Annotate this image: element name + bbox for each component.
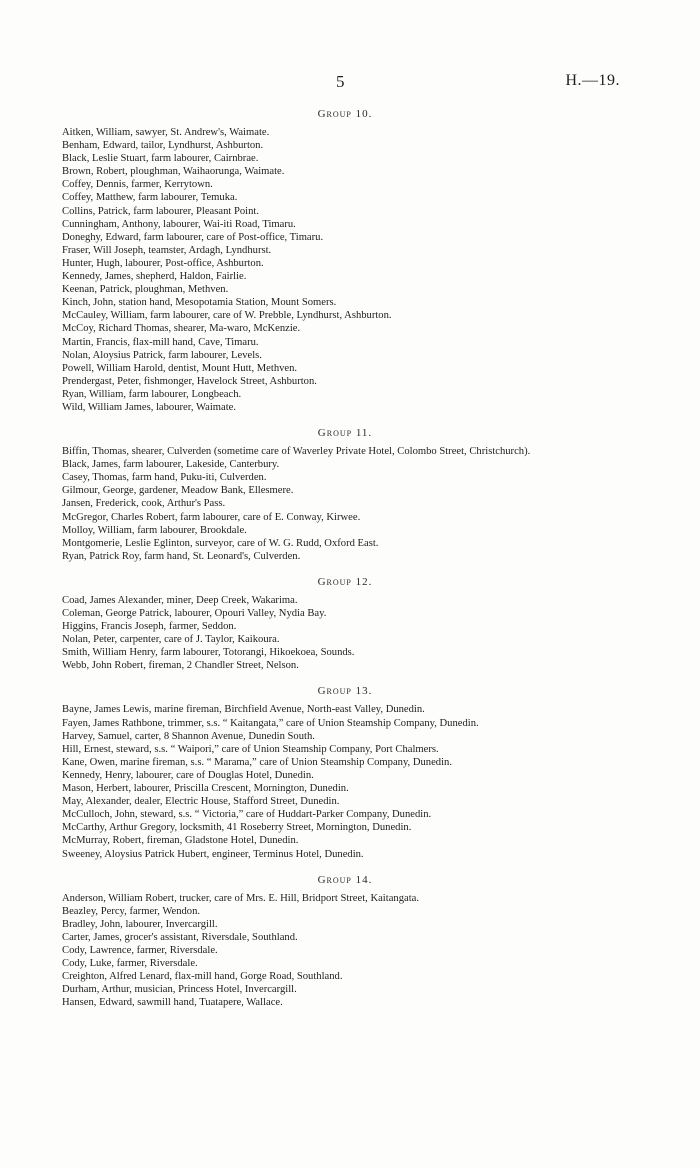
- list-item: Creighton, Alfred Lenard, flax-mill hand, Gorge Road, Southland.: [62, 971, 343, 983]
- group-section: [62, 108, 628, 414]
- list-item: Martin, Francis, flax-mill hand, Cave, Timaru.: [62, 336, 259, 348]
- entry-list: [62, 703, 628, 860]
- list-item: Biffin, Thomas, shearer, Culverden (sometime care of Waverley Private Hotel, Colombo Street, Christchurch).: [62, 446, 531, 458]
- list-item: Keenan, Patrick, ploughman, Methven.: [62, 284, 229, 296]
- group-heading: Group 12.: [317, 575, 373, 588]
- list-item: McCoy, Richard Thomas, shearer, Ma-waro, McKenzie.: [62, 323, 301, 335]
- list-item: Prendergast, Peter, fishmonger, Havelock Street, Ashburton.: [62, 375, 317, 387]
- list-item: Harvey, Samuel, carter, 8 Shannon Avenue, Dunedin South.: [62, 730, 315, 742]
- list-item: Wild, William James, labourer, Waimate.: [62, 401, 236, 413]
- list-item: McCauley, William, farm labourer, care of W. Prebble, Lyndhurst, Ashburton.: [62, 310, 392, 322]
- entry-list: [62, 445, 628, 563]
- list-item: McMurray, Robert, fireman, Gladstone Hotel, Dunedin.: [62, 835, 299, 847]
- list-item: Kinch, John, station hand, Mesopotamia Station, Mount Somers.: [62, 297, 337, 309]
- list-item: Webb, John Robert, fireman, 2 Chandler Street, Nelson.: [62, 660, 299, 672]
- group-section: [62, 685, 628, 860]
- list-item: Black, Leslie Stuart, farm labourer, Cairnbrae.: [62, 153, 259, 165]
- list-item: Ryan, William, farm labourer, Longbeach.: [62, 388, 242, 400]
- document-code: H.—19.: [565, 72, 620, 89]
- document-body: [62, 108, 628, 1022]
- list-item: Coleman, George Patrick, labourer, Opouri Valley, Nydia Bay.: [62, 608, 327, 619]
- list-item: Montgomerie, Leslie Eglinton, surveyor, care of W. G. Rudd, Oxford East.: [62, 537, 379, 549]
- list-item: Brown, Robert, ploughman, Waihaorunga, Waimate.: [62, 166, 285, 178]
- list-item: Benham, Edward, tailor, Lyndhurst, Ashburton.: [62, 140, 264, 152]
- list-item: Sweeney, Aloysius Patrick Hubert, engineer, Terminus Hotel, Dunedin.: [62, 848, 364, 860]
- list-item: Coffey, Matthew, farm labourer, Temuka.: [62, 192, 238, 204]
- list-item: Collins, Patrick, farm labourer, Pleasant Point.: [62, 205, 259, 217]
- list-item: Casey, Thomas, farm hand, Puku-iti, Culverden.: [62, 472, 267, 484]
- list-item: McGregor, Charles Robert, farm labourer, care of E. Conway, Kirwee.: [62, 511, 361, 523]
- list-item: Hill, Ernest, steward, s.s. “ Waipori,” care of Union Steamship Company, Port Chalmers.: [62, 743, 439, 755]
- list-item: McCulloch, John, steward, s.s. “ Victoria,” care of Huddart-Parker Company, Dunedin.: [62, 809, 432, 821]
- list-item: Higgins, Francis Joseph, farmer, Seddon.: [62, 621, 237, 633]
- list-item: Bayne, James Lewis, marine fireman, Birchfield Avenue, North-east Valley, Dunedin.: [62, 704, 425, 716]
- group-section: [62, 576, 628, 673]
- list-item: Nolan, Aloysius Patrick, farm labourer, Levels.: [62, 349, 262, 361]
- list-item: Kennedy, James, shepherd, Haldon, Fairlie.: [62, 271, 247, 283]
- list-item: Aitken, William, sawyer, St. Andrew's, Waimate.: [62, 127, 270, 138]
- list-item: Fraser, Will Joseph, teamster, Ardagh, Lyndhurst.: [62, 244, 272, 256]
- group-section: [62, 427, 628, 563]
- list-item: Beazley, Percy, farmer, Wendon.: [62, 905, 201, 917]
- list-item: Doneghy, Edward, farm labourer, care of Post-office, Timaru.: [62, 231, 324, 243]
- list-item: Coad, James Alexander, miner, Deep Creek, Wakarima.: [62, 594, 298, 606]
- list-item: May, Alexander, dealer, Electric House, Stafford Street, Dunedin.: [62, 796, 340, 808]
- list-item: Jansen, Frederick, cook, Arthur's Pass.: [62, 498, 226, 510]
- list-item: Durham, Arthur, musician, Princess Hotel, Invercargill.: [62, 984, 297, 996]
- group-heading: Group 13.: [317, 685, 373, 698]
- list-item: Black, James, farm labourer, Lakeside, Canterbury.: [62, 459, 280, 471]
- list-item: Smith, William Henry, farm labourer, Totorangi, Hikoekoea, Sounds.: [62, 647, 355, 659]
- list-item: Bradley, John, labourer, Invercargill.: [62, 918, 218, 930]
- list-item: Powell, William Harold, dentist, Mount Hutt, Methven.: [62, 362, 298, 374]
- group-heading: Group 10.: [317, 108, 373, 120]
- entry-list: [62, 594, 628, 673]
- list-item: Mason, Herbert, labourer, Priscilla Crescent, Mornington, Dunedin.: [62, 783, 349, 795]
- page-header: [0, 72, 700, 96]
- list-item: Hansen, Edward, sawmill hand, Tuatapere, Wallace.: [62, 997, 283, 1009]
- list-item: Fayen, James Rathbone, trimmer, s.s. “ Kaitangata,” care of Union Steamship Company, Dunedin.: [62, 717, 479, 729]
- list-item: Molloy, William, farm labourer, Brookdale.: [62, 524, 247, 536]
- entry-list: [62, 126, 628, 414]
- list-item: Cody, Lawrence, farmer, Riversdale.: [62, 944, 218, 956]
- page-number: 5: [336, 72, 345, 91]
- list-item: Kennedy, Henry, labourer, care of Douglas Hotel, Dunedin.: [62, 769, 314, 781]
- group-heading: Group 11.: [317, 427, 373, 440]
- list-item: McCarthy, Arthur Gregory, locksmith, 41 Roseberry Street, Mornington, Dunedin.: [62, 822, 412, 834]
- group-heading: Group 14.: [317, 873, 373, 886]
- group-section: [62, 874, 628, 1010]
- entry-list: [62, 892, 628, 1010]
- list-item: Nolan, Peter, carpenter, care of J. Taylor, Kaikoura.: [62, 634, 280, 646]
- list-item: Cody, Luke, farmer, Riversdale.: [62, 958, 198, 970]
- list-item: Gilmour, George, gardener, Meadow Bank, Ellesmere.: [62, 485, 294, 497]
- list-item: Ryan, Patrick Roy, farm hand, St. Leonard's, Culverden.: [62, 550, 301, 562]
- list-item: Coffey, Dennis, farmer, Kerrytown.: [62, 179, 213, 191]
- list-item: Kane, Owen, marine fireman, s.s. “ Marama,” care of Union Steamship Company, Dunedin.: [62, 756, 452, 768]
- list-item: Carter, James, grocer's assistant, Riversdale, Southland.: [62, 931, 298, 943]
- list-item: Hunter, Hugh, labourer, Post-office, Ashburton.: [62, 257, 264, 269]
- list-item: Cunningham, Anthony, labourer, Wai-iti Road, Timaru.: [62, 218, 296, 230]
- list-item: Anderson, William Robert, trucker, care of Mrs. E. Hill, Bridport Street, Kaitangata.: [62, 892, 419, 904]
